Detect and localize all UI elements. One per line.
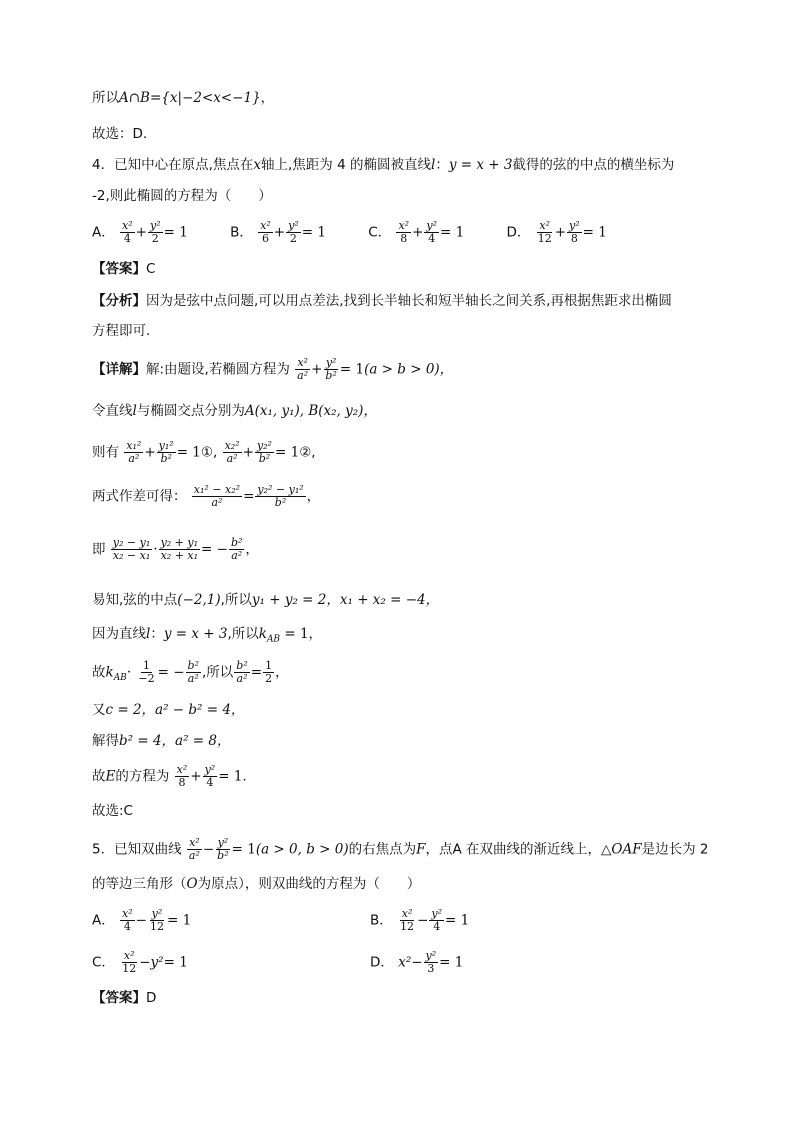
detail-line: 易知,弦的中点(−2,1),所以y₁ + y₂ = 2，x₁ + x₂ = −4， [92, 592, 440, 608]
detail-line: 故$k_{AB}\cdot$ $\frac{1}{-2}$ = − $\frac{\text{b²}}{\text{a²}}$ ,所以 $\frac{\text{b²}}{\text{a²}}$ = $\frac{1}{2}$ ， [92, 659, 289, 685]
question-4-stem: 4．已知中心在原点,焦点在x轴上,焦距为 4 的椭圆被直线l：y = x + 3截得的弦的中点的横坐标为 [92, 157, 675, 173]
answer-line: 【答案】C [92, 261, 156, 277]
text-line: 所以A∩B={x|−2<x<−1}， [92, 90, 275, 106]
analysis-line: 【分析】因为是弦中点问题,可以用点差法,找到长半轴长和短半轴长之间关系,再根据焦距求出椭圆 [92, 293, 672, 309]
detail-line: 故选:C [92, 803, 133, 819]
question-4-stem: -2,则此椭圆的方程为（ ） [92, 188, 272, 204]
question-4-options [92, 220, 645, 245]
detail-line: 故E的方程为 $\frac{\text{x²}}{8}$ + $\frac{\text{y²}}{4}$ = 1. [92, 763, 247, 789]
option-b: B． $\frac{\text{x²}}{6}$ + $\frac{\text{y²}}{2}$ = 1 [230, 219, 326, 245]
detail-line: 又c = 2，a² − b² = 4， [92, 702, 245, 718]
detail-line: 即 $\frac{\text{y₂ − y₁}}{\text{x₂ − x₁}}$ · $\frac{\text{y₂ + y₁}}{\text{x₂ + x₁}}$ = − $\frac{\text{b²}}{\text{a²}}$ ， [92, 536, 259, 562]
text-line: 故选：D. [92, 126, 148, 142]
detail-line: 解得b² = 4，a² = 8， [92, 733, 231, 749]
detail-line: 令直线l与椭圆交点分别为A(x₁, y₁), B(x₂, y₂)， [92, 403, 377, 419]
option-c: C． $\frac{\text{x²}}{8}$ + $\frac{\text{y²}}{4}$ = 1 [368, 219, 465, 245]
detail-line: 因为直线l：y = x + 3,所以$k_{AB} = 1$， [92, 626, 323, 645]
question-5-stem: 的等边三角形（O为原点），则双曲线的方程为（ ） [92, 876, 421, 892]
option-d: D． $\frac{\text{x²}}{12}$ + $\frac{\text{y²}}{8}$ = 1 [506, 219, 607, 245]
detail-line: 则有 $\frac{\text{x₁²}}{\text{a²}}$ + $\frac{\text{y₁²}}{\text{b²}}$ = 1①, $\frac{\text{x₂²}}{\text{a²}}$ + $\frac{\text{y₂²}}{\text{b²}}$ = 1②, [92, 439, 316, 465]
option-c: C． $\frac{\text{x²}}{12}$ −y²= 1 [92, 949, 188, 975]
detail-line: 【详解】解:由题设,若椭圆方程为 $\frac{\text{x²}}{\text{a²}}$ + $\frac{\text{y²}}{\text{b²}}$ = 1(a > b > 0)， [92, 356, 454, 382]
option-a: A． $\frac{\text{x²}}{4}$ + $\frac{\text{y²}}{2}$ = 1 [92, 219, 188, 245]
option-b: B． $\frac{\text{x²}}{12}$ − $\frac{\text{y²}}{4}$ = 1 [370, 907, 470, 933]
detail-line: 两式作差可得： $\frac{\text{x₁² − x₂²}}{\text{a²}}$ = $\frac{\text{y₂² − y₁²}}{\text{b²}}$ ， [92, 483, 321, 509]
answer-line: 【答案】D [92, 990, 157, 1006]
question-5-stem: 5．已知双曲线 $\frac{\text{x²}}{\text{a²}}$ − $\frac{\text{y²}}{\text{b²}}$ = 1(a > 0, b > 0)的右焦点为F，点A 在双曲线的渐近线上，△OAF是边长为 2 [92, 836, 709, 862]
option-d: D． x²− $\frac{\text{y²}}{3}$ = 1 [370, 949, 464, 975]
analysis-line: 方程即可. [92, 323, 151, 339]
option-a: A． $\frac{\text{x²}}{4}$ − $\frac{\text{y²}}{12}$ = 1 [92, 907, 192, 933]
